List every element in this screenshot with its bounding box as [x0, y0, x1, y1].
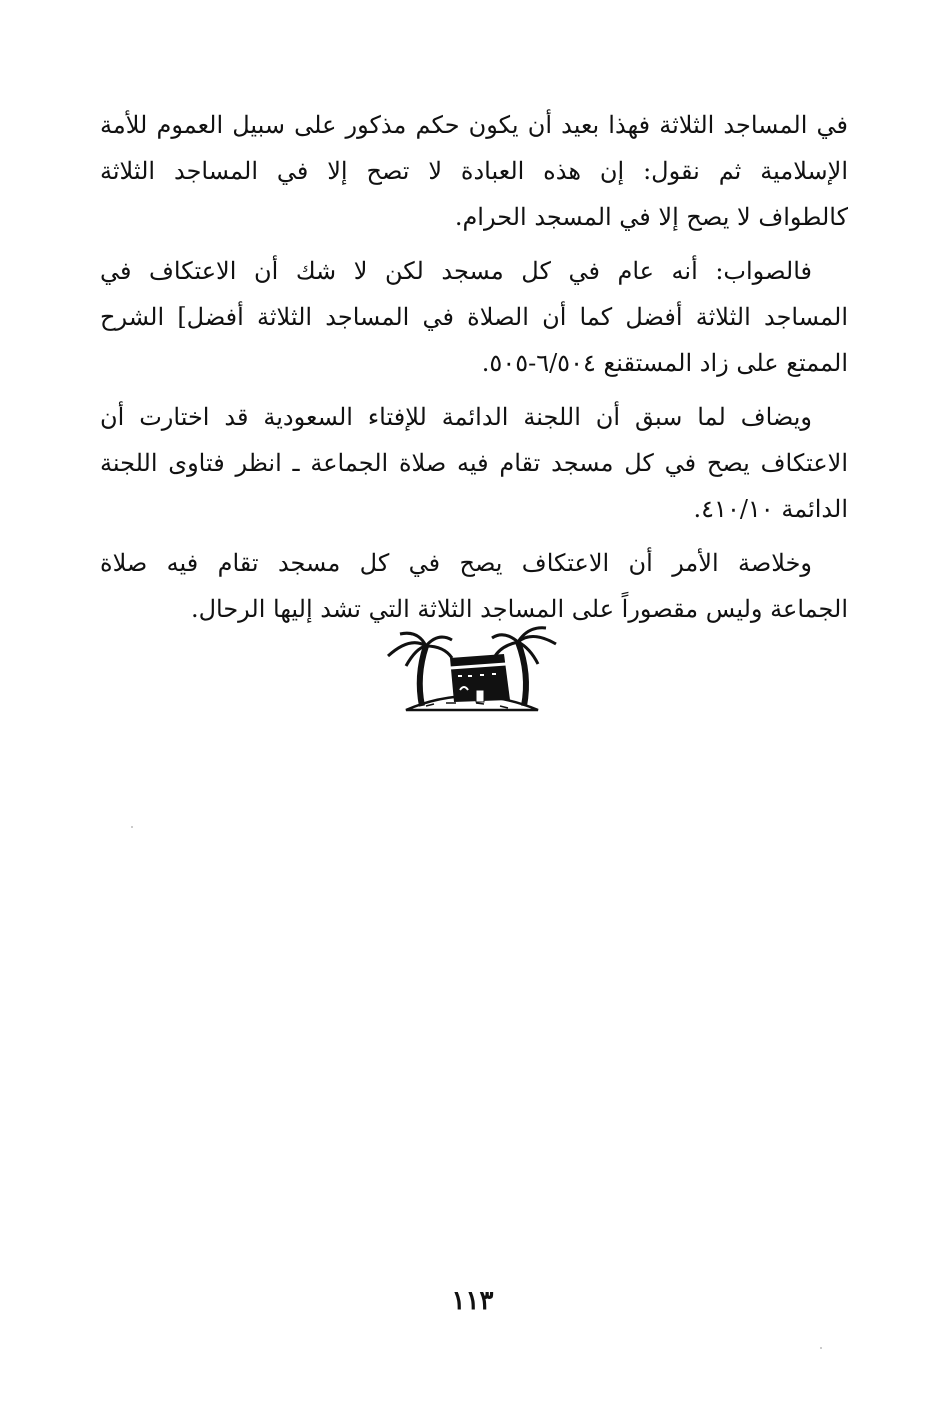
page-body	[100, 102, 848, 640]
scan-speck	[131, 826, 133, 828]
text-line: الجماعة وليس مقصوراً على المساجد الثلاثة التي تشد إليها الرحال.	[190, 595, 848, 623]
text-line: الدائمة ٤١٠/١٠.	[693, 495, 848, 523]
page-number: ١١٣	[451, 1286, 494, 1316]
kaaba-palm-trees-icon	[380, 626, 562, 718]
text-line: في المساجد الثلاثة فهذا بعيد أن يكون حكم مذكور على سبيل العموم للأمة	[100, 111, 848, 139]
text-line: كالطواف لا يصح إلا في المسجد الحرام.	[454, 203, 848, 231]
text-line: الاعتكاف يصح في كل مسجد تقام فيه صلاة الجماعة ـ انظر فتاوى اللجنة	[100, 449, 848, 477]
paragraph	[100, 102, 848, 240]
paragraph	[100, 540, 848, 632]
text-line: وخلاصة الأمر أن الاعتكاف يصح في كل مسجد تقام فيه صلاة	[100, 549, 812, 577]
paragraph	[100, 248, 848, 386]
text-line: ويضاف لما سبق أن اللجنة الدائمة للإفتاء السعودية قد اختارت أن	[100, 403, 812, 431]
text-line: المساجد الثلاثة أفضل كما أن الصلاة في المساجد الثلاثة أفضل] الشرح	[100, 303, 848, 331]
text-line: الإسلامية ثم نقول: إن هذه العبادة لا تصح إلا في المساجد الثلاثة	[100, 157, 848, 185]
text-line: الممتع على زاد المستقنع ٦/٥٠٤-٥٠٥.	[481, 349, 848, 377]
scan-speck	[820, 1347, 822, 1349]
text-line: فالصواب: أنه عام في كل مسجد لكن لا شك أن الاعتكاف في	[100, 257, 812, 285]
paragraph	[100, 394, 848, 532]
